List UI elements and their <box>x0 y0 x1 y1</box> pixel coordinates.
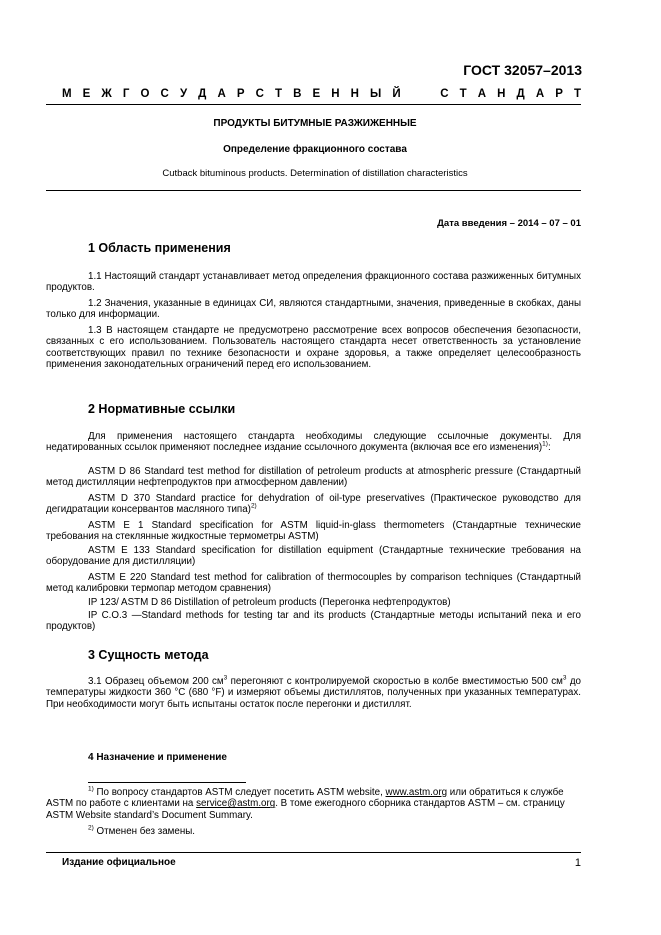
footnote-divider <box>88 782 246 783</box>
paragraph-3-1-part-c: до температуры жидкости 360 °С (680 °F) и измеряют объемы дистиллятов, полученных при указанных температурах. При необходимости могут быть испытаны остаток после перегонки и дистиллят. <box>46 676 581 710</box>
banner-letter <box>412 88 415 100</box>
banner-letter: Й <box>392 88 401 100</box>
banner-letter: Д <box>198 88 207 100</box>
banner-letter: Ы <box>370 88 382 100</box>
banner-letter: Д <box>516 88 525 100</box>
banner-letter: Т <box>459 88 467 100</box>
footnote-1-text-b: или обратиться к службе ASTM по работе с клиентами на <box>46 787 564 810</box>
footnote-ref-2: 2) <box>250 503 257 511</box>
paragraph-3-1-part-a: 3.1 Образец объемом 200 см <box>88 676 224 687</box>
reference-ip-co3: IP C.O.3 —Standard methods for testing tar and its products (Стандартные методы испытаний пека и его продуктов) <box>46 610 581 633</box>
reference-astm-e1: ASTM E 1 Standard specification for ASTM liquid-in-glass thermometers (Стандартные технические требования на стеклянные жидкостные термометры ASTM) <box>46 520 581 543</box>
paragraph-3-1-part-b: перегоняют с контролируемой скоростью в колбе вместимостью 500 см <box>227 676 563 687</box>
superscript-3b: 3 <box>562 674 567 682</box>
banner-letter: Н <box>331 88 340 100</box>
banner-letter: Е <box>312 88 321 100</box>
banner-letter: О <box>140 88 150 100</box>
banner-letter: У <box>179 88 188 100</box>
banner-letter: Н <box>497 88 506 100</box>
paragraph-1-2: 1.2 Значения, указанные в единицах СИ, являются стандартными, значения, приведенные в скобках, даны только для информации. <box>46 298 581 321</box>
banner-letter: А <box>217 88 226 100</box>
banner-letter: Н <box>350 88 359 100</box>
footnote-1 <box>46 787 581 821</box>
reference-astm-d370 <box>46 493 581 516</box>
banner-letter: В <box>293 88 302 100</box>
banner-letter: С <box>160 88 169 100</box>
footnote-2 <box>46 826 581 837</box>
banner-letter: А <box>535 88 545 100</box>
paragraph-1-1: 1.1 Настоящий стандарт устанавливает метод определения фракционного состава разжиженных битумных продуктов. <box>46 271 581 294</box>
banner-letter: Р <box>555 88 563 100</box>
references-intro-end: : <box>547 442 551 454</box>
banner-letter: А <box>477 88 487 100</box>
document-subtitle: Определение фракционного состава <box>223 144 407 155</box>
superscript-3a: 3 <box>223 674 228 682</box>
header-divider <box>46 104 581 105</box>
reference-astm-d86: ASTM D 86 Standard test method for distillation of petroleum products at atmospheric pressure (Стандартный метод дистилляции нефтепродуктов при атмосферном давлении) <box>46 466 581 489</box>
paragraph-1-3: 1.3 В настоящем стандарте не предусмотрено рассмотрение всех вопросов обеспечения безопасности, связанных с его использованием. Пользователь настоящего стандарта несет ответственность за установление соответствующих правил по технике безопасности и охране здоровья, а также определяет целесообразность применения законодательных ограничений перед его использованием. <box>46 325 581 371</box>
official-edition-label: Издание официальное <box>62 857 176 868</box>
astm-email-link[interactable]: service@astm.org <box>196 798 276 810</box>
references-intro <box>46 431 581 454</box>
banner-letter: С <box>440 88 449 100</box>
footnote-1-text-c: . В томе ежегодного сборника стандартов ASTM – см. страницу ASTM Website standard’s Document Summary. <box>46 798 565 821</box>
section-2-heading: 2 Нормативные ссылки <box>88 402 236 416</box>
footnote-1-text-a: По вопросу стандартов ASTM следует посетить ASTM website, <box>93 787 386 798</box>
banner-letter: Т <box>274 88 283 100</box>
page-number: 1 <box>574 857 581 869</box>
english-title: Cutback bituminous products. Determination of distillation characteristics <box>162 168 468 179</box>
banner-letter: Т <box>573 88 581 100</box>
reference-astm-e220: ASTM E 220 Standard test method for calibration of thermocouples by comparison techniques (Стандартный метод калибровки термопар методом сравнения) <box>46 572 581 595</box>
banner-letter: С <box>255 88 264 100</box>
references-intro-text: Для применения настоящего стандарта необходимы следующие ссылочные документы. Для недатированных ссылок применяют последнее издание ссылочного документа (включая все его изменения) <box>46 431 581 454</box>
interstate-standard-banner <box>62 88 581 100</box>
footnote-1-number: 1) <box>88 785 94 793</box>
section-4-heading: 4 Назначение и применение <box>88 752 227 763</box>
introduction-date: Дата введения – 2014 – 07 – 01 <box>437 218 581 229</box>
footnote-2-number: 2) <box>88 824 94 832</box>
astm-website-link[interactable]: www.astm.org <box>385 787 448 798</box>
reference-astm-d370-text: ASTM D 370 Standard practice for dehydration of oil-type preservatives (Практическое руководство для дегидратации консервантов масляного типа) <box>46 493 581 516</box>
title-divider <box>46 190 581 191</box>
section-1-heading: 1 Область применения <box>88 241 231 255</box>
footer-divider <box>46 852 581 853</box>
section-3-heading: 3 Сущность метода <box>88 648 209 662</box>
banner-letter: Г <box>122 88 130 100</box>
reference-astm-e133: ASTM E 133 Standard specification for distillation equipment (Стандартные технические требования на оборудование для дистилляции) <box>46 545 581 568</box>
banner-letter: М <box>62 88 72 100</box>
document-title: ПРОДУКТЫ БИТУМНЫЕ РАЗЖИЖЕННЫЕ <box>213 118 417 129</box>
banner-letter: Е <box>82 88 91 100</box>
footnote-ref-1: 1) <box>542 441 548 449</box>
standard-number: ГОСТ 32057–2013 <box>463 62 582 78</box>
footnote-2-text: Отменен без замены. <box>93 826 196 837</box>
paragraph-3-1 <box>46 676 581 710</box>
banner-letter: Р <box>236 88 245 100</box>
banner-letter <box>426 88 429 100</box>
banner-letter: Ж <box>101 88 112 100</box>
reference-ip123: IP 123/ ASTM D 86 Distillation of petroleum products (Перегонка нефтепродуктов) <box>88 597 451 608</box>
